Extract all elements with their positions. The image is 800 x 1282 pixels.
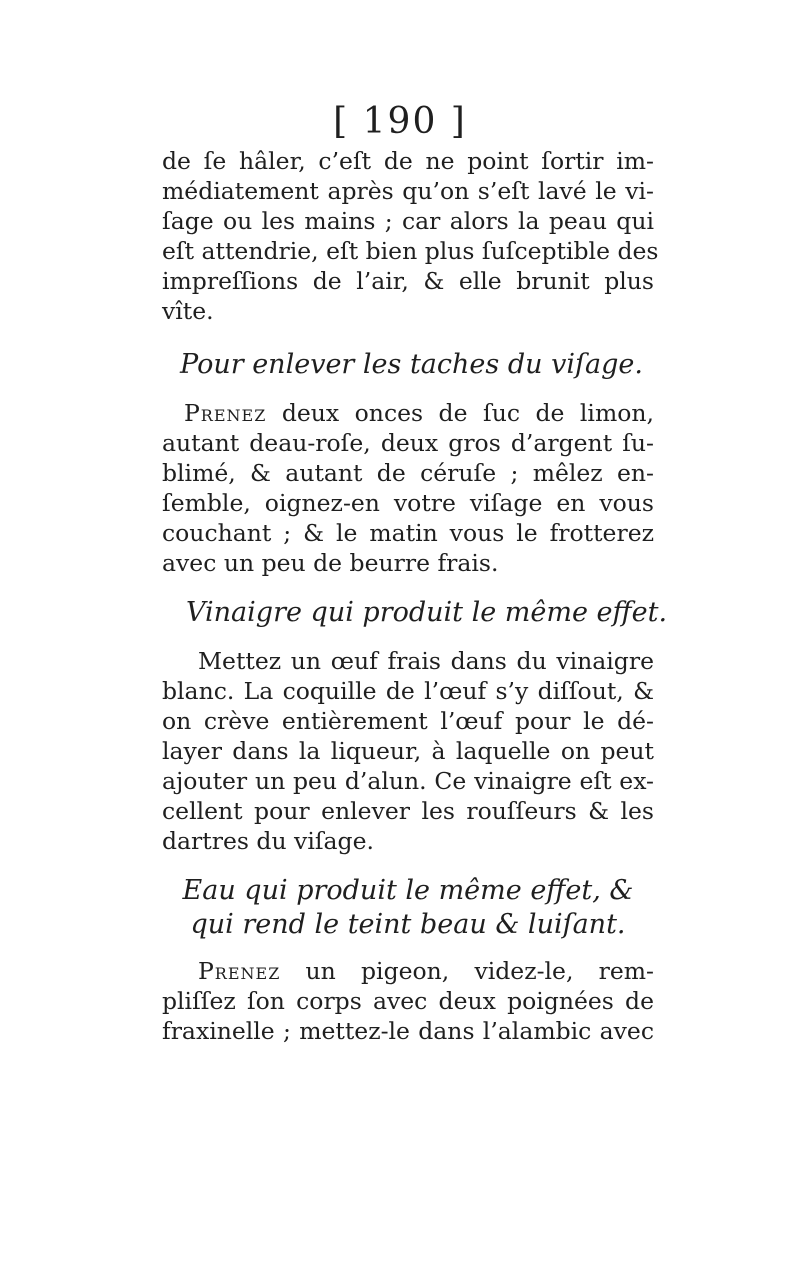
paragraph-first-word: Prenez (184, 399, 267, 427)
paragraph-line-text: un pigeon, videz-le, rem- (280, 957, 654, 985)
paragraph-line: ſemble, oignez-en votre viſage en vous (162, 489, 654, 517)
heading-line: qui rend le teint beau & luiſant. (190, 909, 626, 940)
intro-line: ſage ou les mains ; car alors la peau qui (162, 207, 654, 235)
paragraph-first-word: Prenez (198, 957, 281, 985)
section-heading-vinaigre: Vinaigre qui produit le même effet. (186, 597, 668, 628)
paragraph-line: pliſſez ſon corps avec deux poignées de (162, 987, 654, 1015)
section-heading-taches: Pour enlever les taches du viſage. (180, 349, 643, 380)
page-number: [ 190 ] (333, 101, 467, 142)
paragraph-line: on crève entièrement l’œuf pour le dé- (162, 707, 654, 735)
taches-paragraph (162, 398, 654, 578)
heading-line: Eau qui produit le même effet, & (182, 875, 634, 906)
section-heading-eau (162, 874, 654, 942)
paragraph-line: Mettez un œuf frais dans du vinaigre (198, 647, 654, 675)
intro-line: médiatement après qu’on s’eſt lavé le vi- (162, 177, 654, 205)
paragraph-line: blanc. La coquille de l’œuf s’y diſſout, & (162, 677, 654, 705)
eau-paragraph (162, 956, 654, 1046)
intro-line: impreſſions de l’air, & elle brunit plus (162, 267, 654, 295)
paragraph-line: layer dans la liqueur, à laquelle on peut (162, 737, 654, 765)
paragraph-line: autant deau-roſe, deux gros d’argent ſu- (162, 429, 654, 457)
paragraph-line: avec un peu de beurre frais. (162, 549, 499, 577)
paragraph-line: cellent pour enlever les rouſſeurs & les (162, 797, 654, 825)
paragraph-line-text: deux onces de ſuc de limon, (266, 399, 654, 427)
paragraph-line: blimé, & autant de céruſe ; mêlez en- (162, 459, 654, 487)
vinaigre-paragraph (162, 646, 654, 856)
intro-line: eſt attendrie, eſt bien plus ſuſceptible des (162, 237, 659, 265)
paragraph-line (162, 956, 654, 986)
intro-line: de ſe hâler, c’eſt de ne point ſortir im- (162, 147, 654, 175)
paragraph-line (162, 398, 654, 428)
paragraph-line: couchant ; & le matin vous le frotterez (162, 519, 654, 547)
paragraph-line: fraxinelle ; mettez-le dans l’alambic avec (162, 1017, 654, 1045)
intro-line: vîte. (162, 297, 214, 325)
intro-paragraph (162, 146, 659, 326)
paragraph-line: dartres du viſage. (162, 827, 374, 855)
paragraph-line: ajouter un peu d’alun. Ce vinaigre eſt ex- (162, 767, 654, 795)
